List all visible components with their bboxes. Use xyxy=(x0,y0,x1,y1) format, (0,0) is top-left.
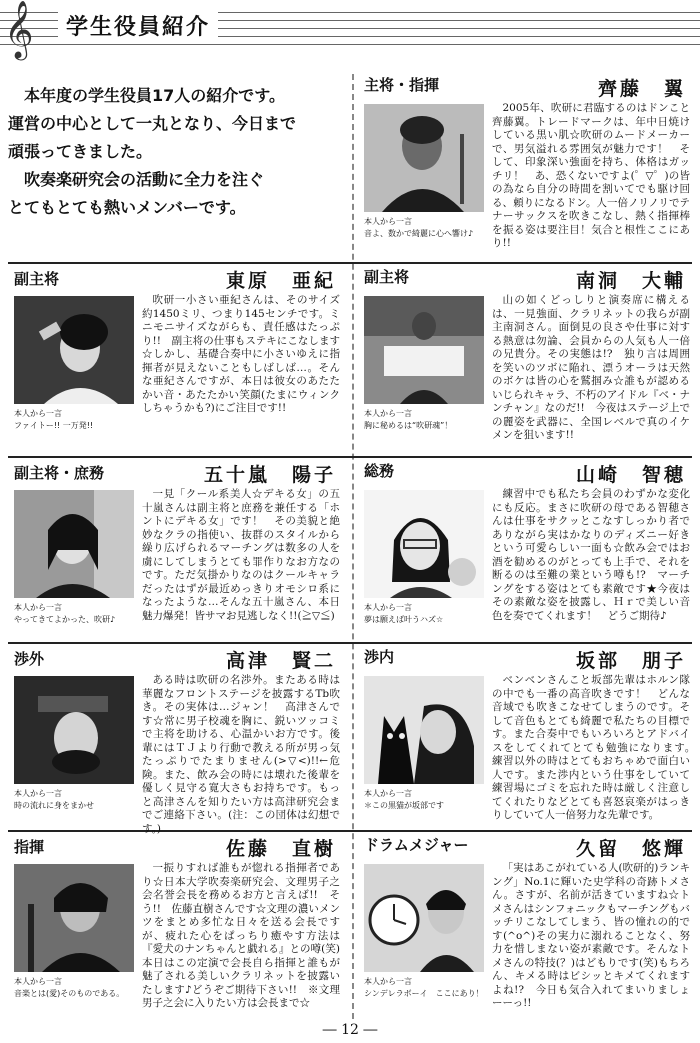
portrait-photo xyxy=(14,864,134,972)
member-role: 副主将 xyxy=(14,270,60,288)
member-comment: 夢は願えば叶うハズ☆ xyxy=(364,615,444,624)
comment-label: 本人から一言 xyxy=(14,603,62,612)
intro-line: とてもとても熱いメンバーです。 xyxy=(8,198,246,217)
member-name: 佐藤 直樹 xyxy=(225,838,336,860)
comment-label: 本人から一言 xyxy=(14,789,62,798)
intro-line: 吹奏楽研究会の活動に全力を注ぐ xyxy=(8,170,265,189)
member-comment: 音楽とは(愛)そのものである。 xyxy=(14,989,125,998)
member-description: 吹研一小さい亜紀さんは、そのサイズ約1450ミリ、つまり145センチです。ミニモニサイズながらも、責任感はたっぷり!! 副主将の仕事もステキにこなします☆しかし、基礎合奏中に小さいゆえに指揮者が見えないこともしばしば…。そんな亜紀さんですが、本日は彼女のあたたかい音・あたたかい笑顔(たまにウィンクしちゃうかも?)にご注目です!! xyxy=(142,294,340,414)
portrait-photo xyxy=(14,490,134,598)
member-comment: 音よ、数かで綺麗に心へ響け♪ xyxy=(364,229,474,238)
member-comment: ファイトー!! 一万発!! xyxy=(14,421,94,430)
member-photo xyxy=(14,864,134,972)
member-description: 2005年、吹研に君臨するのはドンこと齊藤翼。トレードマークは、年中日焼けしている黒い肌☆吹研のムードメーカーで、男気溢れる雰囲気が魅力です！ そして、印象深い強面を持ち、体格はガッチリ！ あ、恐くないですよ(゜▽゜)の皆の為なら自分の時間を割いてでも駆け回る、頼りになるドン。人一倍ノリノリでテナーサックスを吹きこなし、熱く指揮棒を振る姿は要注目！気合と根性ここにあり!! xyxy=(492,102,690,249)
member-comment: やってきてよかった、吹研♪ xyxy=(14,615,116,624)
member-description: 練習中でも私たち会員のわずかな変化にも反応。まさに吹研の母である智穂さんは仕事をサクッとこなすしっかり者でありながら実はかなりのディズニー好きという可愛らしい一面も☆飲み会ではお酒を勧めるのがとっても上手で、それを断るのは至難の業という噂も!? マーチングをする姿はとても素敵です★今夜はその素敵な姿を披露し、Ｈｒで美しい音色を奏でてくれます！ どうご期待♪ xyxy=(492,488,690,622)
member-role: 渉外 xyxy=(14,650,45,668)
member-comment: シンデレラボーイ ここにあり！ xyxy=(364,989,484,998)
row-divider xyxy=(8,456,692,458)
comment-label: 本人から一言 xyxy=(364,409,412,418)
treble-clef-icon: 𝄞 xyxy=(4,0,34,58)
member-name: 南洞 大輔 xyxy=(575,270,686,292)
member-name: 山崎 智穂 xyxy=(575,464,686,486)
member-photo xyxy=(14,676,134,784)
member-role: 渉内 xyxy=(364,648,395,666)
member-name: 齊藤 翼 xyxy=(597,78,686,100)
portrait-photo xyxy=(364,104,484,212)
member-card xyxy=(358,646,700,832)
member-name: 久留 悠輝 xyxy=(575,838,686,860)
member-photo xyxy=(14,296,134,404)
comment-label: 本人から一言 xyxy=(14,409,62,418)
member-card xyxy=(358,266,694,452)
member-photo xyxy=(364,676,484,784)
comment-label: 本人から一言 xyxy=(364,603,412,612)
portrait-photo xyxy=(364,864,484,972)
member-description: 一見「クール系美人☆デキる女」の五十嵐さんは副主将と庶務を兼任する「ホントにデキる女」です！ その美貌と絶妙なクラの指使い、抜群のスタイルから繰り広げられるマーチングは数多の人を虜にしてしまうとても罪作りなお方なのです。ただ気掛かりなのはクールキャラだったはずが最近めっきりオモシロ系になったような…そんな五十嵐さん、本日魅力爆発！皆サマお見逃しなく!!(≧▽≦) xyxy=(142,488,340,622)
member-card xyxy=(8,460,344,646)
intro-line: 本年度の学生役員17人の紹介です。 xyxy=(8,86,285,105)
intro-line: 頑張ってきました。 xyxy=(8,142,153,161)
member-card xyxy=(358,834,694,1020)
member-description: 山の如くどっしりと演奏席に構えるは、一見強面、クラリネットの我らが副主南洞さん。面倒見の良さや仕事に対する熱意は勿論、会員からの人気も人一倍の兄貴分。その実態は!? 独り言は周囲を笑いのツボに陥れ、漂うオーラは天然のボケは皆の心を鷲掴み☆誰もが認めるいじられキャラ、不朽のアイドル『ベ・ナンチャン』なのだ!! 今夜はステージ上での麗姿を武器に、全国レベルで真のイケメンを狙います!! xyxy=(492,294,690,441)
comment-label: 本人から一言 xyxy=(364,789,412,798)
member-role: 指揮 xyxy=(14,838,45,856)
member-card xyxy=(358,460,694,646)
portrait-photo xyxy=(364,490,484,598)
member-name: 五十嵐 陽子 xyxy=(203,464,336,486)
portrait-photo xyxy=(364,296,484,404)
page-number: ― 12 ― xyxy=(322,1022,378,1038)
member-description: 「実はあこがれている人(吹研的)ランキング」No.1に輝いた史学科の奇跡トメさん。さすが、名前が活きていますね☆トメさんはシンフォニックもマーチングもバッチリこなしてしまう、皆の憧れの的です(^o^)その実力に溺れることなく、努力を惜しまない姿が素敵です。そんなトメさんの特技(？)はどもりです(笑)もちろん、キメる時はビシッとキメてくれますよね!? 今日も気合入れてまいりましょーーっ!! xyxy=(492,862,690,1009)
member-comment: 時の流れに身をまかせ xyxy=(14,801,94,810)
member-description: 一振りすれば誰もが惚れる指揮者であり☆日本大学吹奏楽研究会、文理男子之会名誉会長を務めるお方と言えば!! そう!! 佐藤直樹さんです☆文理の濃いメンツをまとめ多忙な日々を送る会長ですが、疲れた心をぱっちり癒やす方法は『愛犬のナンちゃんと戯れる』との噂(笑)本日はこの定演で会長自ら指揮と誰もが魅了される美しいクラリネットを披露いたします♪どうぞご期待下さい!! ※文理男子之会に入りたい方は会長まで☆ xyxy=(142,862,340,1009)
member-card xyxy=(8,266,344,452)
portrait-photo xyxy=(364,676,484,784)
member-name: 高津 賢二 xyxy=(225,650,336,672)
member-photo xyxy=(14,490,134,598)
member-card xyxy=(8,834,344,1020)
staff-line xyxy=(0,44,700,45)
intro-line: 運営の中心として一丸となり、今日まで xyxy=(8,114,297,133)
member-role: 副主将・庶務 xyxy=(14,464,105,482)
page-title: 学生役員紹介 xyxy=(58,10,218,41)
row-divider xyxy=(8,262,692,264)
member-photo xyxy=(364,864,484,972)
member-role: ドラムメジャー xyxy=(364,836,469,854)
member-description: ベンベンさんこと坂部先輩はホルン隊の中でも一番の高音吹きです！ どんな音域でも吹きこなせてしまうのです。そして音色もとても綺麗で私たちの目標です。また合奏中でもいろいろとアドバイスをしてくれてとても勉強になります。 練習以外の時はとてもおちゃめで面白い人です。また渉内という仕事をしていて練習場にゴミを忘れた時は厳しく注意してくれたりなどとても喜怒哀楽がはっきりしていて人一倍努力な先輩です。 xyxy=(492,674,700,821)
member-card xyxy=(358,74,694,260)
member-card xyxy=(8,646,344,835)
member-comment: 胸に秘めるは“吹研魂”！ xyxy=(364,421,453,430)
member-description: ある時は吹研の名渉外。またある時は華麗なフロントステージを披露するTb吹き。その実体は…ジャン！ 高津さんです☆常に男子校魂を胸に、鋭いツッコミで主将を助ける、心温かいお方です。後輩にはＴＪより行動で教える所が男っ気たっぷりでたまりません(>▽<)!!←危険。また、飲み会の時には壊れた後輩を優しく見守る寛大さもお持ちです。もっと高津さんを知りたい方は高津研究会までご連絡下さい。(注：この団体は幻想です。) xyxy=(142,674,340,835)
portrait-photo xyxy=(14,296,134,404)
member-role: 副主将 xyxy=(364,268,410,286)
portrait-photo xyxy=(14,676,134,784)
column-divider xyxy=(352,74,354,1019)
member-name: 東原 亜紀 xyxy=(225,270,336,292)
member-role: 主将・指揮 xyxy=(364,76,440,94)
comment-label: 本人から一言 xyxy=(14,977,62,986)
comment-label: 本人から一言 xyxy=(364,217,412,226)
member-photo xyxy=(364,104,484,212)
member-photo xyxy=(364,490,484,598)
page-header xyxy=(0,0,700,58)
member-role: 総務 xyxy=(364,462,395,480)
member-name: 坂部 朋子 xyxy=(575,650,686,672)
member-comment: ＊この黒猫が坂部です xyxy=(364,801,444,810)
comment-label: 本人から一言 xyxy=(364,977,412,986)
member-photo xyxy=(364,296,484,404)
intro-text xyxy=(8,82,338,222)
